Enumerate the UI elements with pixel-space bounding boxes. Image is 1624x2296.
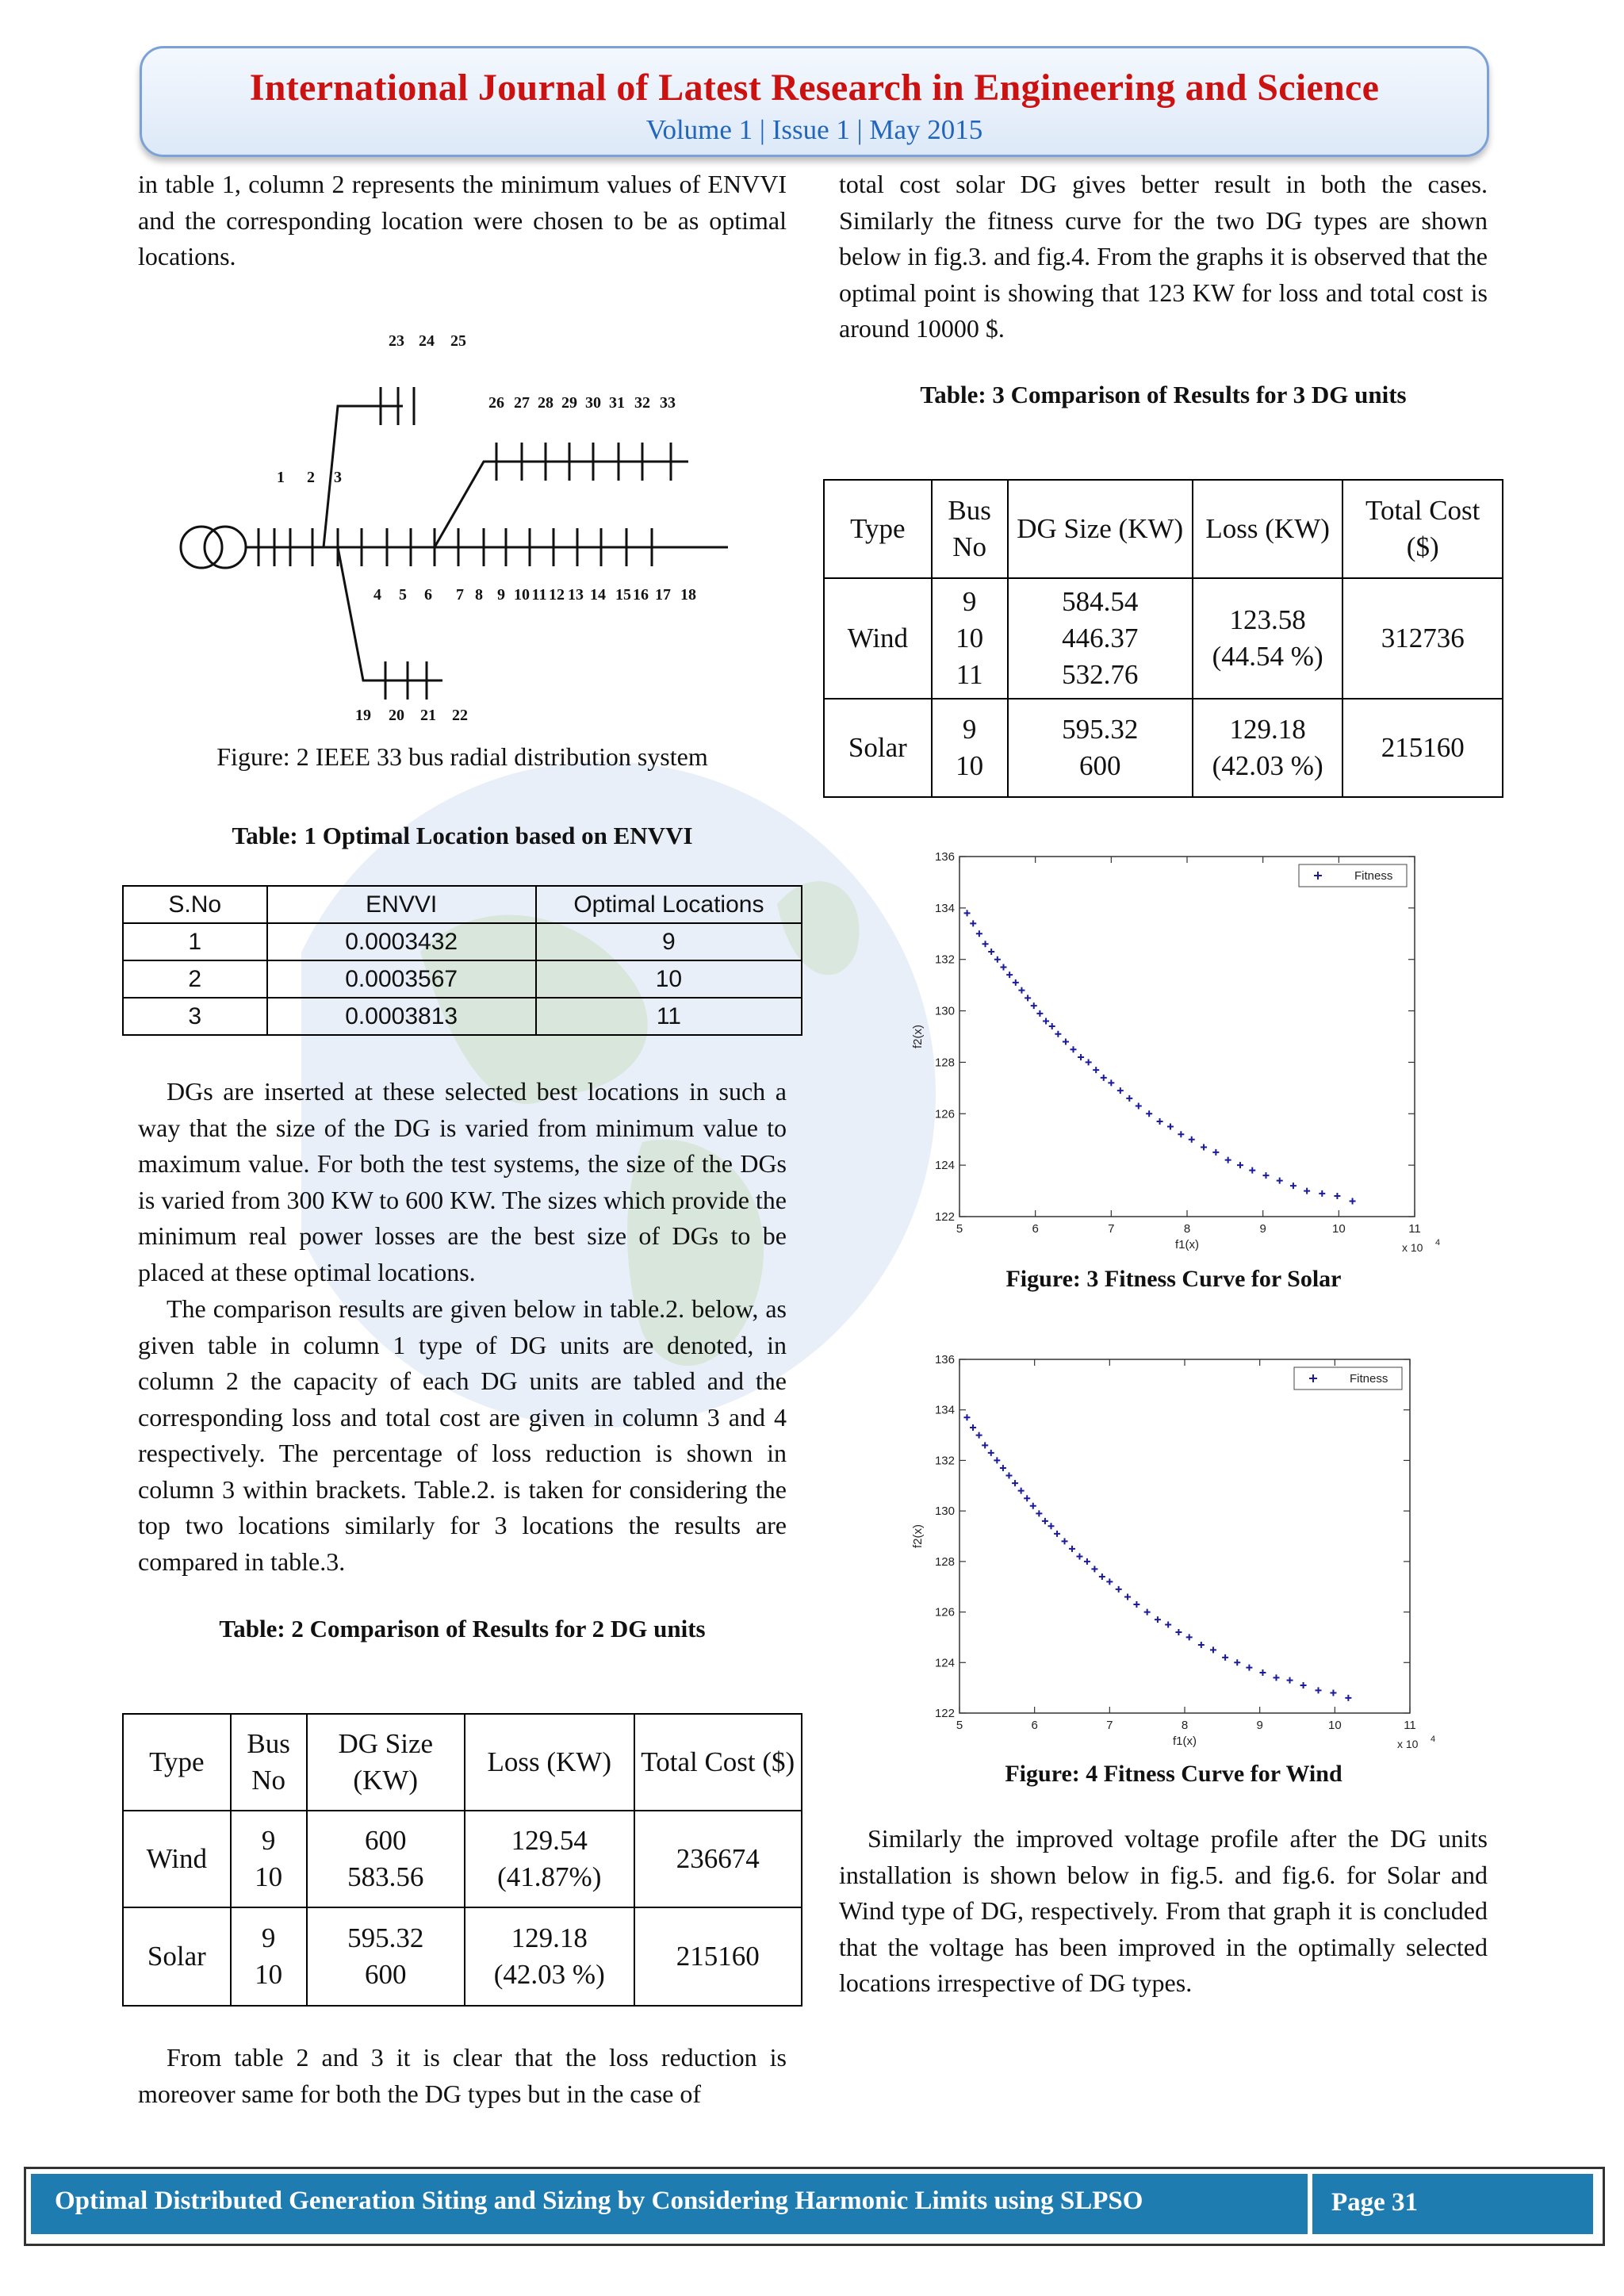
bus-value: 9 xyxy=(261,1922,276,1953)
y-tick-label: 134 xyxy=(934,901,955,915)
table1-header-cell: Optimal Locations xyxy=(536,886,802,923)
table-cell: 1 xyxy=(123,923,267,960)
x-tick-label: 10 xyxy=(1327,1719,1342,1732)
footer-divider xyxy=(1308,2174,1312,2234)
loss-percent: (42.03 %) xyxy=(493,1959,605,1990)
bus-label: 19 xyxy=(355,707,371,724)
y-tick-label: 122 xyxy=(934,1707,955,1720)
bus-label: 7 xyxy=(456,586,464,604)
x-tick-label: 6 xyxy=(1032,1222,1039,1236)
bus-label: 15 xyxy=(615,586,631,604)
x-tick-label: 10 xyxy=(1331,1222,1346,1236)
page-number: Page 31 xyxy=(1331,2188,1419,2217)
bus-label: 17 xyxy=(655,586,671,604)
table3-caption: Table: 3 Comparison of Results for 3 DG units xyxy=(920,381,1407,408)
table-row xyxy=(123,1811,802,1907)
issue-line: Volume 1 | Issue 1 | May 2015 xyxy=(645,114,983,145)
bus-label: 6 xyxy=(424,586,432,604)
footer-bar xyxy=(31,2174,1593,2234)
x-tick-label: 8 xyxy=(1183,1222,1191,1236)
bus-label: 25 xyxy=(450,332,466,350)
bus-label: 33 xyxy=(660,394,676,412)
bus-label: 24 xyxy=(419,332,435,350)
y-tick-label: 134 xyxy=(934,1403,955,1417)
plot-frame xyxy=(959,857,1415,1217)
x-tick-label: 11 xyxy=(1404,1719,1416,1732)
fitness-chart-wind xyxy=(904,1350,1443,1759)
table-cell: 0.0003567 xyxy=(267,960,536,998)
table3-header-row xyxy=(824,480,1503,578)
bus-label: 22 xyxy=(452,707,468,724)
y-tick-label: 124 xyxy=(934,1656,955,1670)
x-axis-multiplier-exponent: 4 xyxy=(1435,1238,1441,1248)
size-value: 583.56 xyxy=(347,1861,424,1892)
bus-label: 23 xyxy=(389,332,404,350)
bus-label: 27 xyxy=(514,394,530,412)
table-cell xyxy=(465,1811,634,1907)
bus-label: 29 xyxy=(561,394,577,412)
table-cell xyxy=(465,1907,634,2006)
y-tick-label: 136 xyxy=(934,850,955,864)
table-cell xyxy=(932,578,1008,699)
y-tick-label: 136 xyxy=(934,1353,955,1366)
bus-value: 11 xyxy=(956,659,983,690)
figure4-caption: Figure: 4 Fitness Curve for Wind xyxy=(1005,1761,1342,1787)
table-cell: Solar xyxy=(824,699,932,797)
x-tick-label: 7 xyxy=(1108,1222,1115,1236)
journal-title: International Journal of Latest Research in Engineering and Science xyxy=(249,67,1380,109)
legend-label: Fitness xyxy=(1354,869,1393,883)
table-row xyxy=(123,960,802,998)
table3-header-cell: DG Size (KW) xyxy=(1008,480,1193,578)
table2-caption: Table: 2 Comparison of Results for 2 DG units xyxy=(219,1615,706,1642)
x-tick-label: 5 xyxy=(956,1222,963,1236)
table-cell: 236674 xyxy=(634,1811,802,1907)
table-cell: 0.0003813 xyxy=(267,998,536,1035)
size-value: 600 xyxy=(364,1825,407,1856)
page-footer xyxy=(24,2167,1605,2246)
y-tick-label: 126 xyxy=(934,1605,955,1619)
ieee-33-bus-diagram xyxy=(173,325,744,730)
plot-frame xyxy=(959,1359,1410,1713)
loss-percent: (41.87%) xyxy=(497,1861,602,1892)
transformer-coil xyxy=(205,527,246,568)
bus-label: 31 xyxy=(609,394,625,412)
bus-value: 10 xyxy=(255,1959,283,1990)
table-cell: 9 xyxy=(536,923,802,960)
table3-header-cell: Bus No xyxy=(932,480,1008,578)
bus-label: 10 xyxy=(514,586,530,604)
left-paragraph-comparison: The comparison results are given below in table.2. below, as given table in column 1 type of DG units are denoted, in column 2 the capacity of each DG units are tabled and the corresponding loss and total cost are given in column 3 and 4 respectively. The percentage of loss reduction is shown in column 3 within brackets. Table.2. is taken for considering the top two locations similarly for 3 locations the results are compared in table.3. xyxy=(138,1294,787,1576)
table-cell xyxy=(1008,699,1193,797)
loss-value: 123.58 xyxy=(1229,604,1306,635)
table-cell xyxy=(231,1907,307,2006)
bus-value: 9 xyxy=(962,586,977,617)
table-cell: 11 xyxy=(536,998,802,1035)
table-cell: 10 xyxy=(536,960,802,998)
table-cell xyxy=(1193,699,1343,797)
y-axis-label: f2(x) xyxy=(911,1025,925,1048)
legend-label: Fitness xyxy=(1350,1372,1388,1386)
x-axis-label: f1(x) xyxy=(1175,1238,1199,1251)
y-tick-label: 130 xyxy=(934,1004,955,1018)
loss-value: 129.18 xyxy=(511,1922,588,1953)
figure2-caption: Figure: 2 IEEE 33 bus radial distribution system xyxy=(216,742,708,771)
journal-header xyxy=(140,46,1489,157)
y-tick-label: 132 xyxy=(934,953,955,967)
left-paragraph-bottom: From table 2 and 3 it is clear that the loss reduction is moreover same for both the DG types but in the case of xyxy=(138,2043,787,2108)
x-tick-label: 7 xyxy=(1106,1719,1113,1732)
bus-label: 30 xyxy=(585,394,601,412)
loss-value: 129.18 xyxy=(1229,714,1306,745)
size-value: 595.32 xyxy=(1062,714,1139,745)
bus-label: 1 xyxy=(277,469,285,486)
table-cell: 2 xyxy=(123,960,267,998)
y-tick-label: 130 xyxy=(934,1504,955,1519)
table2-header-cell: DG Size (KW) xyxy=(307,1714,465,1811)
table-cell: Wind xyxy=(123,1811,231,1907)
bus-label: 8 xyxy=(475,586,483,604)
size-value: 584.54 xyxy=(1062,586,1139,617)
bus-label: 16 xyxy=(633,586,649,604)
table-cell: 312736 xyxy=(1342,578,1503,699)
y-tick-label: 126 xyxy=(934,1107,955,1121)
fitness-chart-solar xyxy=(904,847,1443,1266)
x-tick-label: 11 xyxy=(1408,1222,1421,1236)
table1-header-cell: ENVVI xyxy=(267,886,536,923)
table2-header-cell: Bus No xyxy=(231,1714,307,1811)
bus-label: 18 xyxy=(680,586,696,604)
table-cell: 215160 xyxy=(1342,699,1503,797)
table-row xyxy=(123,1907,802,2006)
table1-caption: Table: 1 Optimal Location based on ENVVI xyxy=(232,822,693,849)
bus-label: 20 xyxy=(389,707,404,724)
bus-label: 21 xyxy=(420,707,436,724)
bus-label: 3 xyxy=(334,469,342,486)
bus-label: 26 xyxy=(488,394,504,412)
bus-label: 14 xyxy=(590,586,606,604)
x-tick-label: 9 xyxy=(1256,1719,1263,1732)
x-tick-label: 6 xyxy=(1031,1719,1038,1732)
bus-value: 10 xyxy=(956,623,984,654)
bus-value: 10 xyxy=(956,750,984,781)
table-cell: Wind xyxy=(824,578,932,699)
table2-header-cell: Loss (KW) xyxy=(465,1714,634,1811)
table-cell xyxy=(1008,578,1193,699)
right-paragraph-top: total cost solar DG gives better result in both the cases. Similarly the fitness curve for the two DG types are shown below in fig.3. and fig.4. From the graphs it is observed that the optimal point is showing that 123 KW for loss and total cost is around 10000 $. xyxy=(839,170,1488,343)
table3-header-cell: Total Cost ($) xyxy=(1342,480,1503,578)
table-cell xyxy=(932,699,1008,797)
table-cell xyxy=(231,1811,307,1907)
table-cell xyxy=(1193,578,1343,699)
y-tick-label: 122 xyxy=(934,1210,955,1224)
table2-header-cell: Type xyxy=(123,1714,231,1811)
y-tick-label: 128 xyxy=(934,1554,955,1569)
bus-label: 12 xyxy=(549,586,565,604)
bus-label: 32 xyxy=(634,394,650,412)
branch-line xyxy=(435,462,688,547)
table3 xyxy=(823,479,1503,798)
table2-header-cell: Total Cost ($) xyxy=(634,1714,802,1811)
right-paragraph-voltage: Similarly the improved voltage profile after the DG units installation is shown below in fig.5. and fig.6. for Solar and Wind type of DG, respectively. From that graph it is concluded that the voltage has been improved in the optimally selected locations irrespective of DG types. xyxy=(839,1824,1488,1997)
size-value: 595.32 xyxy=(347,1922,424,1953)
bus-label: 2 xyxy=(307,469,315,486)
transformer-coil xyxy=(181,527,222,568)
table-row xyxy=(824,699,1503,797)
table-cell: 0.0003432 xyxy=(267,923,536,960)
bus-label: 11 xyxy=(531,586,547,604)
footer-title: Optimal Distributed Generation Siting and Sizing by Considering Harmonic Limits using SLPSO xyxy=(55,2187,1143,2215)
table-cell xyxy=(307,1907,465,2006)
y-tick-label: 124 xyxy=(934,1159,955,1173)
size-value: 600 xyxy=(1078,750,1121,781)
table-cell: 3 xyxy=(123,998,267,1035)
table1-header-row xyxy=(123,886,802,923)
bus-label: 9 xyxy=(497,586,505,604)
bus-label: 13 xyxy=(568,586,584,604)
x-axis-multiplier-exponent: 4 xyxy=(1431,1734,1436,1744)
size-value: 446.37 xyxy=(1062,623,1139,654)
table-cell: 215160 xyxy=(634,1907,802,2006)
table-cell xyxy=(307,1811,465,1907)
x-axis-multiplier: x 10 xyxy=(1397,1738,1419,1750)
x-axis-multiplier: x 10 xyxy=(1402,1241,1423,1254)
y-axis-label: f2(x) xyxy=(911,1524,925,1548)
left-paragraph-dg-insert: DGs are inserted at these selected best locations in such a way that the size of the DG is varied from minimum value to maximum value. For both the test systems, the size of the DGs is varied from 300 KW to 600 KW. The sizes which provide the minimum real power losses are the best size of DGs to be placed at these optimal locations. xyxy=(138,1077,787,1286)
bus-label: 5 xyxy=(399,586,407,604)
table-row xyxy=(123,998,802,1035)
x-tick-label: 8 xyxy=(1181,1719,1189,1732)
y-tick-label: 132 xyxy=(934,1454,955,1468)
size-value: 532.76 xyxy=(1062,659,1139,690)
x-axis-label: f1(x) xyxy=(1173,1734,1197,1748)
table-cell: Solar xyxy=(123,1907,231,2006)
loss-percent: (42.03 %) xyxy=(1212,750,1323,781)
bus-value: 10 xyxy=(255,1861,283,1892)
table-row xyxy=(824,578,1503,699)
left-paragraph-top: in table 1, column 2 represents the minimum values of ENVVI and the corresponding location were chosen to be as optimal locations. xyxy=(138,170,787,270)
size-value: 600 xyxy=(364,1959,407,1990)
bus-value: 9 xyxy=(261,1825,276,1856)
bus-label: 28 xyxy=(538,394,553,412)
bus-label: 4 xyxy=(373,586,381,604)
x-tick-label: 5 xyxy=(956,1719,963,1732)
y-tick-label: 128 xyxy=(934,1056,955,1070)
loss-value: 129.54 xyxy=(511,1825,588,1856)
table3-header-cell: Type xyxy=(824,480,932,578)
bus-value: 9 xyxy=(962,714,977,745)
loss-percent: (44.54 %) xyxy=(1212,641,1323,672)
table3-header-cell: Loss (KW) xyxy=(1193,480,1343,578)
branch-line xyxy=(338,547,442,680)
table2-header-row xyxy=(123,1714,802,1811)
table1 xyxy=(122,885,802,1036)
table2 xyxy=(122,1713,802,2007)
table1-header-cell: S.No xyxy=(123,886,267,923)
table-row xyxy=(123,923,802,960)
figure3-caption: Figure: 3 Fitness Curve for Solar xyxy=(1005,1266,1342,1292)
x-tick-label: 9 xyxy=(1259,1222,1266,1236)
